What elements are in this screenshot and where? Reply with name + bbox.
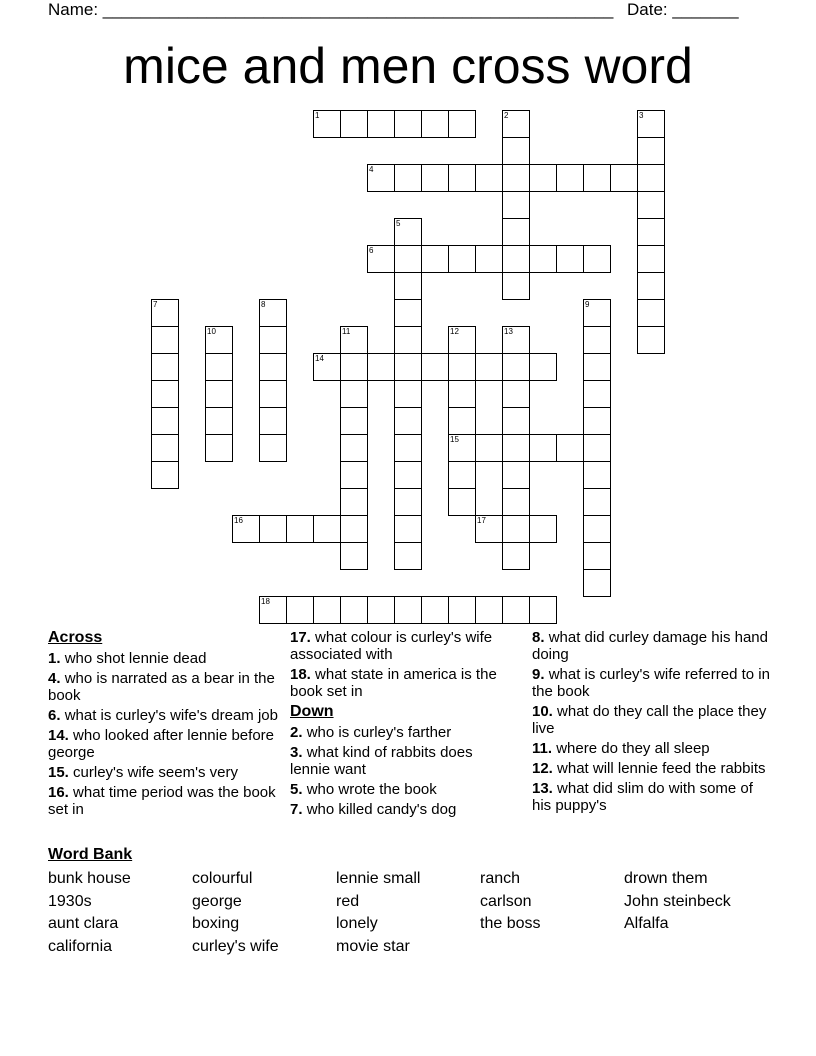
crossword-cell[interactable]: [556, 164, 584, 192]
across-heading: Across: [48, 629, 103, 646]
clue-down-5: 5. who wrote the book: [290, 781, 437, 798]
clue-number: 2: [504, 111, 509, 120]
word-bank-column-3: [336, 868, 420, 959]
clue-number: 11: [342, 327, 351, 336]
crossword-cell[interactable]: [394, 380, 422, 408]
crossword-cell[interactable]: [502, 326, 530, 354]
crossword-cell[interactable]: [313, 353, 341, 381]
crossword-cell[interactable]: [475, 245, 503, 273]
crossword-cell[interactable]: [475, 434, 503, 462]
crossword-cell[interactable]: [583, 461, 611, 489]
crossword-cell[interactable]: [367, 110, 395, 138]
crossword-cell[interactable]: [583, 353, 611, 381]
crossword-cell[interactable]: [583, 380, 611, 408]
clue-across-18: 18. what state in america is the book set in: [290, 666, 497, 700]
crossword-cell[interactable]: [394, 164, 422, 192]
crossword-cell[interactable]: [286, 515, 314, 543]
crossword-cell[interactable]: [340, 434, 368, 462]
crossword-cell[interactable]: [205, 380, 233, 408]
clue-across-17: 17. what colour is curley's wife associated with: [290, 629, 493, 663]
clue-number: 15: [450, 435, 459, 444]
crossword-cell[interactable]: [475, 353, 503, 381]
crossword-cell[interactable]: [583, 542, 611, 570]
crossword-cell[interactable]: [259, 353, 287, 381]
crossword-cell[interactable]: [583, 164, 611, 192]
crossword-cell[interactable]: [367, 353, 395, 381]
down-heading: Down: [290, 703, 334, 720]
crossword-cell[interactable]: [502, 191, 530, 219]
crossword-cell[interactable]: [394, 488, 422, 516]
crossword-cell[interactable]: [502, 218, 530, 246]
crossword-cell[interactable]: [394, 299, 422, 327]
crossword-cell[interactable]: [394, 461, 422, 489]
clue-number: 1: [315, 111, 320, 120]
clue-down-10: 10. what do they call the place they live: [532, 703, 767, 737]
crossword-cell[interactable]: [502, 542, 530, 570]
crossword-cell[interactable]: [502, 488, 530, 516]
crossword-cell[interactable]: [259, 434, 287, 462]
crossword-cell[interactable]: [502, 245, 530, 273]
word-bank-item: george: [192, 892, 242, 910]
crossword-cell[interactable]: [340, 596, 368, 624]
crossword-cell[interactable]: [529, 434, 557, 462]
crossword-cell[interactable]: [151, 380, 179, 408]
crossword-cell[interactable]: [340, 488, 368, 516]
clue-number: 14: [315, 354, 324, 363]
clue-down-2: 2. who is curley's farther: [290, 724, 452, 741]
word-bank-item: lennie small: [336, 870, 421, 887]
crossword-cell[interactable]: [421, 596, 449, 624]
crossword-cell[interactable]: [637, 326, 665, 354]
crossword-cell[interactable]: [529, 164, 557, 192]
clue-number: 6: [369, 246, 374, 255]
word-bank-item: lonely: [336, 915, 378, 933]
crossword-cell[interactable]: [151, 353, 179, 381]
crossword-cell[interactable]: [448, 353, 476, 381]
clue-across-4: 4. who is narrated as a bear in the book: [48, 670, 275, 704]
crossword-cell[interactable]: [340, 461, 368, 489]
clue-number: 18: [261, 597, 270, 606]
crossword-cell[interactable]: [151, 299, 179, 327]
crossword-cell[interactable]: [394, 218, 422, 246]
crossword-cell[interactable]: [448, 434, 476, 462]
crossword-cell[interactable]: [448, 461, 476, 489]
word-bank-item: the boss: [480, 915, 541, 933]
crossword-cell[interactable]: [475, 164, 503, 192]
crossword-cell[interactable]: [583, 569, 611, 597]
clue-down-3: 3. what kind of rabbits does lennie want: [290, 744, 473, 778]
crossword-cell[interactable]: [448, 380, 476, 408]
crossword-cell[interactable]: [340, 353, 368, 381]
crossword-cell[interactable]: [205, 353, 233, 381]
crossword-cell[interactable]: [151, 326, 179, 354]
crossword-cell[interactable]: [394, 326, 422, 354]
crossword-cell[interactable]: [448, 110, 476, 138]
crossword-cell[interactable]: [259, 407, 287, 435]
crossword-cell[interactable]: [340, 515, 368, 543]
word-bank-item: 1930s: [48, 892, 92, 910]
crossword-cell[interactable]: [583, 515, 611, 543]
crossword-cell[interactable]: [313, 596, 341, 624]
word-bank-item: drown them: [624, 870, 708, 887]
clue-across-1: 1. who shot lennie dead: [48, 650, 207, 667]
clue-number: 12: [450, 327, 459, 336]
date-line: Date: _______: [627, 0, 739, 19]
word-bank-item: red: [336, 892, 360, 910]
word-bank-column-2: [192, 868, 279, 959]
crossword-cell[interactable]: [340, 110, 368, 138]
crossword-cell[interactable]: [637, 218, 665, 246]
crossword-cell[interactable]: [502, 515, 530, 543]
crossword-cell[interactable]: [637, 245, 665, 273]
crossword-cell[interactable]: [259, 326, 287, 354]
crossword-cell[interactable]: [394, 353, 422, 381]
crossword-cell[interactable]: [637, 110, 665, 138]
clue-number: 17: [477, 516, 486, 525]
clue-number: 16: [234, 516, 243, 525]
word-bank-item: aunt clara: [48, 915, 119, 933]
crossword-cell[interactable]: [529, 245, 557, 273]
word-bank-item: bunk house: [48, 870, 131, 887]
crossword-cell[interactable]: [394, 110, 422, 138]
crossword-cell[interactable]: [394, 407, 422, 435]
crossword-cell[interactable]: [205, 326, 233, 354]
page-title: mice and men cross word: [123, 38, 693, 94]
clues-column-3: [532, 629, 772, 817]
crossword-cell[interactable]: [637, 164, 665, 192]
crossword-cell[interactable]: [502, 164, 530, 192]
crossword-cell[interactable]: [151, 434, 179, 462]
crossword-cell[interactable]: [421, 245, 449, 273]
word-bank-item: movie star: [336, 938, 410, 956]
crossword-cell[interactable]: [529, 353, 557, 381]
crossword-cell[interactable]: [502, 353, 530, 381]
crossword-cell[interactable]: [637, 272, 665, 300]
clue-across-6: 6. what is curley's wife's dream job: [48, 707, 278, 724]
crossword-cell[interactable]: [259, 299, 287, 327]
clue-down-11: 11. where do they all sleep: [532, 740, 710, 757]
clue-number: 13: [504, 327, 513, 336]
clue-down-9: 9. what is curley's wife referred to in the book: [532, 666, 770, 700]
crossword-cell[interactable]: [637, 299, 665, 327]
clue-number: 7: [153, 300, 158, 309]
crossword-cell[interactable]: [529, 515, 557, 543]
crossword-cell[interactable]: [205, 407, 233, 435]
word-bank-title: Word Bank: [48, 846, 133, 863]
crossword-cell[interactable]: [502, 137, 530, 165]
clue-across-14: 14. who looked after lennie before george: [48, 727, 275, 761]
crossword-cell[interactable]: [448, 407, 476, 435]
crossword-cell[interactable]: [529, 596, 557, 624]
crossword-cell[interactable]: [502, 272, 530, 300]
clue-number: 4: [369, 165, 374, 174]
crossword-cell[interactable]: [448, 164, 476, 192]
crossword-cell[interactable]: [394, 272, 422, 300]
crossword-cell[interactable]: [583, 245, 611, 273]
crossword-cell[interactable]: [583, 434, 611, 462]
crossword-cell[interactable]: [394, 515, 422, 543]
crossword-cell[interactable]: [367, 164, 395, 192]
crossword-cell[interactable]: [394, 434, 422, 462]
crossword-cell[interactable]: [367, 245, 395, 273]
crossword-cell[interactable]: [583, 407, 611, 435]
crossword-cell[interactable]: [205, 434, 233, 462]
crossword-cell[interactable]: [151, 461, 179, 489]
crossword-cell[interactable]: [583, 299, 611, 327]
clue-across-16: 16. what time period was the book set in: [48, 784, 276, 818]
crossword-cell[interactable]: [394, 542, 422, 570]
word-bank-item: ranch: [480, 870, 521, 887]
word-bank-column-4: [480, 868, 540, 936]
word-bank-item: curley's wife: [192, 938, 279, 956]
crossword-cell[interactable]: [556, 434, 584, 462]
crossword-cell[interactable]: [502, 434, 530, 462]
word-bank-item: boxing: [192, 915, 240, 933]
crossword-cell[interactable]: [502, 380, 530, 408]
crossword-cell[interactable]: [637, 137, 665, 165]
crossword-cell[interactable]: [367, 596, 395, 624]
crossword-cell[interactable]: [340, 326, 368, 354]
clues-column-2: [290, 629, 505, 821]
name-line: Name: ______________________________________________________: [48, 0, 614, 19]
crossword-cell[interactable]: [502, 461, 530, 489]
crossword-cell[interactable]: [421, 164, 449, 192]
crossword-cell[interactable]: [421, 353, 449, 381]
clue-number: 9: [585, 300, 590, 309]
crossword-cell[interactable]: [340, 407, 368, 435]
crossword-cell[interactable]: [448, 245, 476, 273]
crossword-cell[interactable]: [232, 515, 260, 543]
clue-across-15: 15. curley's wife seem's very: [48, 764, 238, 781]
crossword-cell[interactable]: [313, 515, 341, 543]
crossword-cell[interactable]: [340, 542, 368, 570]
clue-down-13: 13. what did slim do with some of his puppy's: [532, 780, 753, 814]
clue-down-8: 8. what did curley damage his hand doing: [532, 629, 768, 663]
crossword-cell[interactable]: [502, 407, 530, 435]
clue-down-7: 7. who killed candy's dog: [290, 801, 457, 818]
crossword-cell[interactable]: [448, 326, 476, 354]
crossword-cell[interactable]: [313, 110, 341, 138]
crossword-cell[interactable]: [448, 488, 476, 516]
crossword-cell[interactable]: [610, 164, 638, 192]
word-bank-item: John steinbeck: [624, 892, 731, 910]
crossword-cell[interactable]: [583, 488, 611, 516]
crossword-cell[interactable]: [340, 380, 368, 408]
crossword-cell[interactable]: [637, 191, 665, 219]
word-bank-item: california: [48, 938, 113, 956]
word-bank-item: carlson: [480, 892, 532, 910]
word-bank-item: Alfalfa: [624, 915, 669, 933]
clue-number: 10: [207, 327, 216, 336]
word-bank-item: colourful: [192, 870, 253, 887]
crossword-cell[interactable]: [502, 110, 530, 138]
crossword-cell[interactable]: [394, 596, 422, 624]
crossword-cell[interactable]: [475, 596, 503, 624]
crossword-cell[interactable]: [475, 515, 503, 543]
crossword-cell[interactable]: [259, 380, 287, 408]
clues-column-1: [48, 629, 288, 821]
clue-number: 3: [639, 111, 644, 120]
word-bank-column-1: [48, 868, 131, 959]
clue-number: 5: [396, 219, 401, 228]
crossword-cell[interactable]: [556, 245, 584, 273]
crossword-cell[interactable]: [286, 596, 314, 624]
crossword-cell[interactable]: [421, 110, 449, 138]
crossword-cell[interactable]: [151, 407, 179, 435]
crossword-cell[interactable]: [448, 596, 476, 624]
crossword-cell[interactable]: [583, 326, 611, 354]
crossword-cell[interactable]: [394, 245, 422, 273]
clue-down-12: 12. what will lennie feed the rabbits: [532, 760, 766, 777]
clue-number: 8: [261, 300, 266, 309]
word-bank-column-5: [624, 868, 731, 936]
crossword-cell[interactable]: [259, 596, 287, 624]
crossword-cell[interactable]: [259, 515, 287, 543]
crossword-cell[interactable]: [502, 596, 530, 624]
